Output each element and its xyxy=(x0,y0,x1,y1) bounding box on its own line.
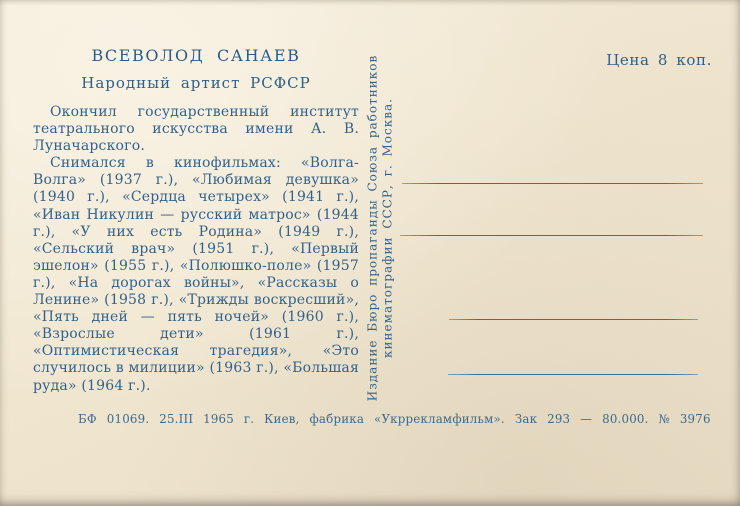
publisher-line-1: Издание Бюро пропаганды Союза работников xyxy=(365,54,380,402)
bio-paragraph-films: Снимался в кинофильмах: «Волга-Волга» (1937 г.), «Любимая девушка» (1940 г.), «Сердца четырех» (1941 г.), «Иван Никулин — русский матрос» (1944 г.), «У них есть Родина» (1949 г.), «Сельский врач» (1951 г.), «Первый эшелон» (1955 г.), «Полюшко-поле» (1957 г.), «На дорогах войны», «Рассказы о Ленине» (1958 г.), «Трижды воскресший», «Пять дней — пять ночей» (1960 г.), «Взрослые дети» (1961 г.), «Оптимистическая трагедия», «Это случилось в милиции» (1963 г.), «Большая руда» (1964 г.). xyxy=(33,155,359,394)
address-ruled-line-4 xyxy=(448,374,698,375)
price-label: Цена 8 коп. xyxy=(606,51,712,69)
print-shop-imprint: БФ 01069. 25.III 1965 г. Киев, фабрика «Укррекламфильм». Зак 293 — 80.000. № 3976 xyxy=(78,412,711,426)
postcard-subtitle: Народный артист РСФСР xyxy=(81,74,311,92)
address-ruled-line-1 xyxy=(402,183,703,184)
postcard-title: ВСЕВОЛОД САНАЕВ xyxy=(91,46,301,65)
bio-paragraph-education: Окончил государственный институт театрального искусства имени А. В. Луначарского. xyxy=(33,104,359,155)
biography-text xyxy=(33,104,359,395)
address-ruled-line-3 xyxy=(449,319,698,320)
publisher-line-2: кинематографии СССР, г. Москва. xyxy=(380,98,394,358)
address-ruled-line-2 xyxy=(400,235,703,236)
publisher-imprint-vertical xyxy=(366,55,395,401)
